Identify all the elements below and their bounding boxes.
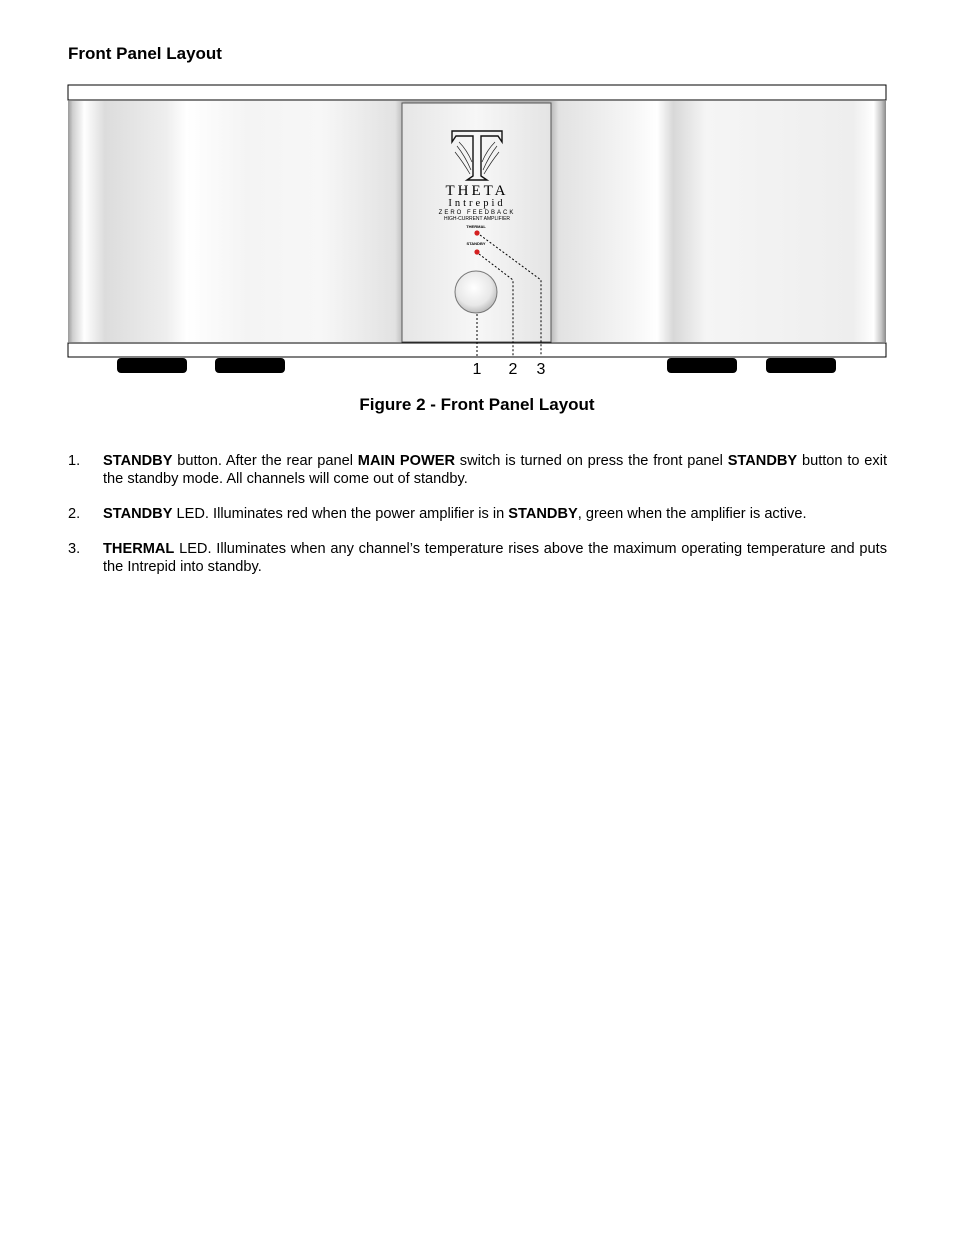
list-item-number: 3. <box>68 541 81 557</box>
feature-list <box>68 452 887 593</box>
foot-left-outer <box>117 358 187 373</box>
brand-name: THETA <box>445 183 509 199</box>
section-heading: Front Panel Layout <box>68 44 222 63</box>
figure-caption: Figure 2 - Front Panel Layout <box>359 395 595 414</box>
list-item-text: THERMAL LED. Illuminates when any channel’s temperature rises above the maximum operating temperature and puts the Intrepid into standby. <box>103 541 887 575</box>
callout-number-2: 2 <box>508 361 518 378</box>
standby-led-label: STANDBY <box>466 241 486 246</box>
thermal-led <box>474 230 479 235</box>
list-item-text: STANDBY LED. Illuminates red when the power amplifier is in STANDBY, green when the amplifier is active. <box>103 506 807 522</box>
standby-button[interactable] <box>455 271 497 313</box>
tagline-zero-feedback: ZERO FEEDBACK <box>438 210 516 216</box>
list-item-text: STANDBY button. After the rear panel MAIN POWER switch is turned on press the front panel STANDBY button to exit the standby mode. All channels will come out of standby. <box>103 453 887 487</box>
foot-left-inner <box>215 358 285 373</box>
callout-number-1: 1 <box>472 361 482 378</box>
list-item <box>68 452 887 488</box>
front-panel-figure <box>67 84 888 380</box>
tagline-high-current: HIGH-CURRENT AMPLIFIER <box>443 216 511 222</box>
callout-number-3: 3 <box>536 361 546 378</box>
list-item <box>68 505 887 523</box>
standby-led <box>474 249 479 254</box>
foot-right-outer <box>766 358 836 373</box>
list-item <box>68 540 887 576</box>
thermal-led-label: THERMAL <box>466 224 486 229</box>
list-item-number: 2. <box>68 506 81 522</box>
foot-right-inner <box>667 358 737 373</box>
top-rail <box>68 85 886 100</box>
model-name: Intrepid <box>448 198 506 209</box>
list-item-number: 1. <box>68 453 81 469</box>
